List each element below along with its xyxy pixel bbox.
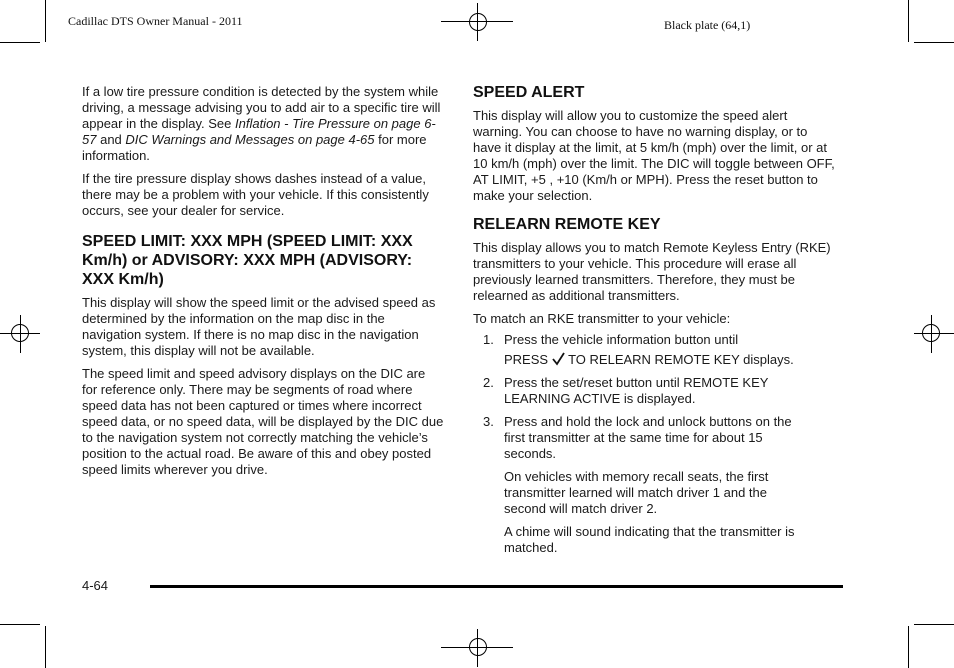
crop-mark-top-left-h [0,42,40,43]
list-item-step-2: 2. Press the set/reset button until REMOTE KEY LEARNING ACTIVE is displayed. [483,375,769,406]
cross-reference-link[interactable]: Inflation - Tire Pressure on page 6-57 [82,116,436,147]
speed-alert-paragraph: This display will allow you to customize the speed alert warning. You can choose to have no warning display, or to have it display at the limit, at 5 km/h (mph) over the limit, or at 10 km/h (mph) over the limit. The DIC will toggle between OFF, AT LIMIT, +5 , +10 (Km/h or MPH). Press the reset button to make your selection. [473,108,835,203]
right-column [473,84,838,563]
crop-mark-bottom-left-h [0,624,40,625]
crop-mark-top-right-h [914,42,954,43]
section-heading-relearn-remote-key: RELEARN REMOTE KEY [473,216,661,233]
left-column [82,84,444,485]
crop-mark-bottom-right-v [908,626,909,668]
relearn-paragraph: This display allows you to match Remote Keyless Entry (RKE) transmitters to your vehicle. This procedure will erase all previously learned transmitters. Therefore, they must be relearned as additional transmitters. [473,240,831,303]
running-header-plate: Black plate (64,1) [664,18,751,32]
cross-reference-link[interactable]: DIC Warnings and Messages on page 4-65 [125,132,375,147]
running-header-title: Cadillac DTS Owner Manual - 2011 [68,14,243,28]
crop-mark-top-left-v [45,0,46,42]
list-item-step-3: 3. Press and hold the lock and unlock buttons on the first transmitter at the same time for about 15 seconds. On vehicles with memory recall seats, the first transmitter learned will match driver 1 and the second will match driver 2. A chime will sound indicating that the transmitter is matched. [483,414,795,555]
tire-pressure-paragraph: If a low tire pressure condition is detected by the system while driving, a message advising you to add air to a specific tire will appear in the display. See Inflation - Tire Pressure on page 6-57 and DIC Warnings and Messages on page 4-65 for more information. [82,84,441,163]
relearn-intro: To match an RKE transmitter to your vehicle: [473,311,731,326]
page-number: 4-64 [82,578,109,593]
crop-mark-top-right-v [908,0,909,42]
list-item-step-1: 1. Press the vehicle information button until PRESS TO RELEARN REMOTE KEY displays. [483,332,794,367]
speed-advisory-paragraph: The speed limit and speed advisory displays on the DIC are for reference only. There may be segments of road where speed data has not been captured or times where incorrect speed data, or no speed data, will be displayed by the DIC due to the navigation system not correctly matching the vehicle’s position to the actual road. Be aware of this and obey posted speed limits wherever you drive. [82,366,444,477]
crop-mark-bottom-left-v [45,626,46,668]
tire-pressure-dashes-paragraph: If the tire pressure display shows dashes instead of a value, there may be a problem with your vehicle. If this consistently occurs, see your dealer for service. [82,171,429,218]
footer-rule [150,585,843,588]
section-heading-speed-limit: SPEED LIMIT: XXX MPH (SPEED LIMIT: XXX Km/h) or ADVISORY: XXX MPH (ADVISORY: XXX Km/h) [82,233,413,288]
speed-limit-paragraph: This display will show the speed limit or the advised speed as determined by the information on the map disc in the navigation system. If there is no map disc in the navigation system, this display will not be available. [82,295,436,358]
checkmark-icon [552,352,565,366]
section-heading-speed-alert: SPEED ALERT [473,84,585,101]
crop-mark-bottom-right-h [914,624,954,625]
